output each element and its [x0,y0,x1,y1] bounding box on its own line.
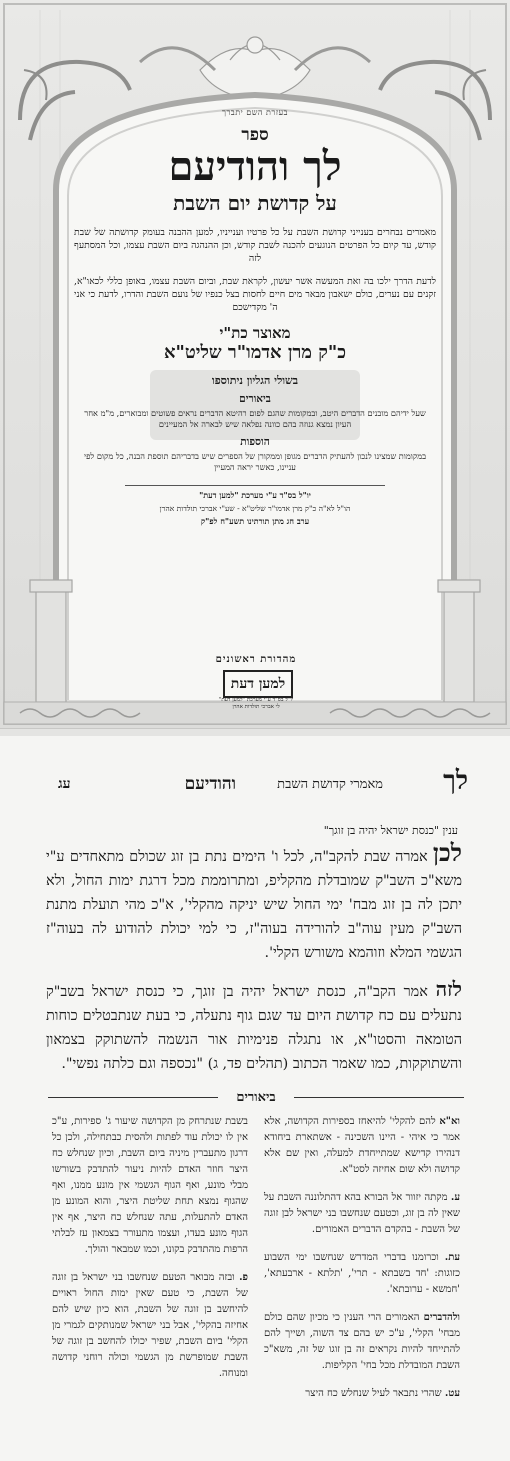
note: ע. מקתה יזוור אל הבורא בהא דהתלוננה השבת על שאין לה בן זוג, וכטעם שנחשבו בני ישראל לבן זוגה של השבת - בהקדם הדברים האמורים. [264,1192,460,1235]
note: ולהדברים האמורים הרי הענין כי מכיון שהם כולם מבחי' הקלי', ע"כ יש בהם צד השוה, ושייך להם להתייחד להיות נקראים זה בן זוגו של זה, משא"כ השבת המובדלת מכל בחי' הקליפות. [264,1312,460,1371]
biurim-heading: ביאורים [239,393,271,405]
note: פ. ובזה מבואר הטעם שנחשבו בני ישראל בן זוגה של השבת, כי טעם שאין ימות החול ראויים להיחשב בן זוגה של השבת, הוא כיון שיש להם אחיזה בהקלי', אבל בני ישראל שמנותקים לגמרי מן הקלי' ביום השבת, שפיר יכולו להחשב בן זוגה של השבת שמופרשת מן הגשמי וכולה רוחני קדושה ומנוחה. [52,1272,248,1379]
crown-ornament-icon [140,37,370,100]
paragraph-2 [46,977,462,1076]
note: וא"א להם להקלי' להיאחז בספירות הקדושה, אלא אמר כי איהי - היינו השכינה - אשתארת ביחודא דנהירו קדישא שמתייחדת למעלה, ואין שם אלא קדושה ולא שום אחיזה לסט"א. [264,1116,460,1175]
title-block [66,108,444,628]
commentary-label: ביאורים [228,1090,283,1105]
paragraph-1 [46,838,462,965]
badge-small-line-1: יו"ל בס"ד ע"י מערכת "למען דעת" [218,697,294,703]
hosafot-description: במקומות שמצינו לנכון להעתיק הדברים מגופן וממקורן של הספרים שיש בדבריהם תוספת הבנה, כל מקום לפי עניינו, כאשר יראה המעיין [83,451,427,472]
intro-paragraph: מאמרים נבחרים בענייני קדושת השבת על כל פרטיו וענייניו, למען ההבנה בעומק קדושתה של שבת קודש, עד קיום כל הפרטים הנוגעים להכנה לשבת קודש, וכן ההנהגה ביום השבת עצמו, וכל המסתעף לזה [74,227,436,264]
commentary-column-left [52,1114,248,1394]
publisher-line-2: הו"ל לא"ה כ"ק מרן אדמו"ר שליט"א - שע"י אברכי תולדות אהרן [159,504,351,513]
publisher-line-3: ערב חג מתן תורתינו תשע"ח לפ"ק [200,516,310,526]
edition-label: מהדורת ראשונים [215,654,297,665]
header-book-word: והודיעם [184,774,236,794]
publisher-name: למען דעת [223,670,293,698]
besiyata-line: בעזרת השם יתברך [222,108,288,117]
page-number: עג [58,776,71,792]
main-text [46,824,462,1076]
publisher-line-1: יו"ל בס"ד ע"י מערכת "למען דעת" [199,490,311,500]
sefer-label: ספר [241,125,269,145]
book-subtitle: על קדושת יום השבת [173,191,337,215]
title-page [0,0,510,728]
note: עט. שהרי נתבאר לעיל שנחלש כח היצר [305,1388,460,1399]
paragraph-1-text: אמרה שבת להקב"ה, לכל ו' הימים נתת בן זוג שכולם מתאחדים ע"י משא"כ השב"ק שמובדלת מהקליפ, ומתרוממת מכל דרגת ימות החול, ולא יתכן לה בן זוג מבח' ימי החול שיש יניקה מהקלי', א"כ מהי תועלת מתנת השב"ק מעין עוה"ב להורידה בעוה"ז, כי למי יכולת להודוע לה בעוה"ז הגשמי המלא וזוהמא משורש הקלי'. [46,849,462,961]
book-title: לך והודיעם [168,143,342,190]
text-page [0,736,510,1461]
publisher-logo [205,654,307,716]
header-section-title: מאמרי קדושת השבת [277,777,383,792]
rebbe-name: כ"ק מרן אדמו"ר שליט"א [163,342,347,363]
paragraph-2-text: אמר הקב"ה, כנסת ישראל יהיה בן זוגך, כי כנסת ישראל בשב"ק נתעלים עם כח קדושת היום עד שגם גוף נתעלה, כי בעת שנתבטלים כוחות הטומאה והסטו"א, או נתגלה פנימיות אור הנשמה להשתוקק בצמאון והשתוקקות, כמו שאמר הכתוב (תהלים פד, ג) "נכספה וגם כלתה נפשי". [46,984,462,1072]
badge-small-line-2: לי אברכי תולדות אהרן [232,704,280,710]
otzar-label: מאוצר כת"י [219,324,291,342]
hosafot-heading: הוספות [240,436,270,448]
running-header [38,766,488,802]
shulei-label: בשולי הגליון ניתוספו [211,374,299,387]
biurim-description: שעל ידיהם מובנים הדברים היטב, ובמקומות שהגם לפום רהיטא הדברים נראים פשוטים ומבוארים, מ"מ אחר העיון נמצא גנוזה בהם כוונה נפלאה שיש לבארה אל המעיינים [84,408,426,429]
note: בשבת שנתרחק מן הקדושה שיעור ג' ספירות, ע"כ אין לו יכולת עוד לפתות ולהסית כבתחילה, ולכן כל דרגון מתעברין מיניה ביום השבת, וכיון שנחלש כח היצר חוזר האדם להיות ניעור להתדבק בשורשו מבלי מונע, ואף הגוף הגשמי אין מונע ממנו, ואף שהגוף נמצא תחת שליטת היצר, והוא המונע מן האדם להתעלות, עתה שנחלש כח היצר, אף אין הגוף מונע בעדו, ועצמו מתעורר בצמאון עז לבלתי הרפות מהתדבק בקונו, וכמו שמבאר והולך. [52,1116,248,1255]
note: עת. וכרומנו בדברי המדרש שנחשבו ימי השבוע כזוגות: 'חד בשבתא - תרי', 'תלתא - ארבעתא', 'חמשא - ערובתא'. [264,1252,460,1295]
topic-heading: ענין "כנסת ישראל יהיה בן זוגך" [323,824,458,837]
purpose-paragraph: לדעת הדרך ילכו בה ואת המעשה אשר יעשון, לקראת שבת, וביום השבת עצמו, באופן כללי לכאו"א, זקנים עם נערים, כולם ישאבון מבאר מים חיים לחסות בצל כנפיו של נועם השבת והדרו, לדעת כי אני ה' מקדישכם [74,276,436,313]
divider [125,485,385,486]
drop-word-1: לכן [432,838,462,867]
drop-word-2: לזה [435,977,462,1001]
commentary-column-right [264,1114,460,1414]
header-right-word: לך [443,766,468,796]
commentary-divider [48,1086,464,1108]
